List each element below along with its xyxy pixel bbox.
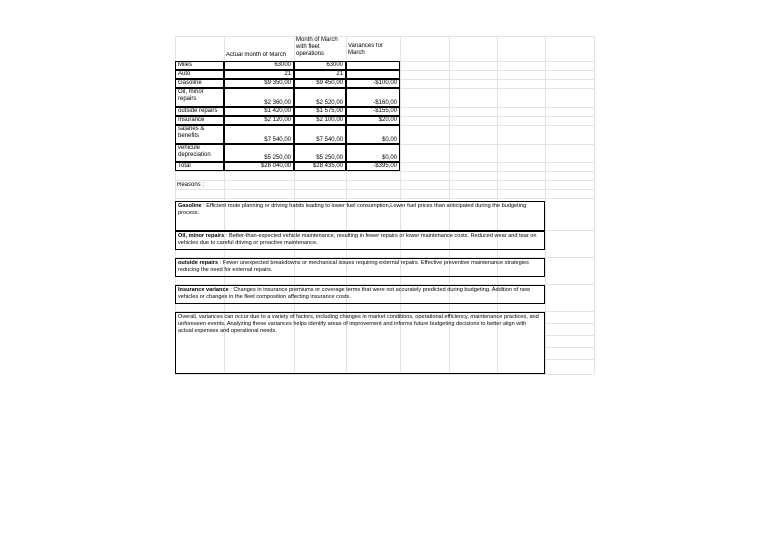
cell-label: Gasoline — [175, 79, 224, 88]
cell-variance: -$160,00 — [346, 88, 400, 107]
note-text: : Efficient route planning or driving habits leading to lower fuel consumption,Lower fuel prices than anticipated during the budgeting process. — [178, 203, 527, 216]
cell-label: Insurance — [175, 116, 224, 125]
note-oil-minor-repairs — [175, 231, 545, 250]
cell-actual: $2 360,00 — [224, 88, 294, 107]
cell-variance: -$100,00 — [346, 79, 400, 88]
cell-actual: $1 420,00 — [224, 107, 294, 116]
header-actual: Actual month of March — [226, 52, 287, 58]
cell-label: outside repairs — [175, 107, 224, 116]
cell-fleet: $2 100,00 — [294, 116, 346, 125]
cell-actual: $5 250,00 — [224, 144, 294, 162]
cell-fleet: $7 540,00 — [294, 125, 346, 144]
cell-fleet: $5 250,00 — [294, 144, 346, 162]
note-insurance-variance — [175, 285, 545, 304]
cell-fleet: 21 — [294, 70, 346, 79]
note-text: : Changes in insurance premiums or coverage terms that were not accurately predicted during budgeting. Addition of new vehicles or changes in the fleet composition affecting insurance costs. — [178, 287, 530, 300]
cell-variance: $0,00 — [346, 144, 400, 162]
note-title: Insurance variance — [178, 287, 229, 293]
note-outside-repairs — [175, 258, 545, 277]
cell-actual: $7 540,00 — [224, 125, 294, 144]
cell-variance: -$395,00 — [346, 162, 400, 171]
header-variance: Variances for March — [348, 43, 383, 56]
cell-label: Total — [175, 162, 224, 171]
note-text: Overall, variances can occur due to a variety of factors, including changes in market conditions, operational efficiency, maintenance practices, and unforeseen events. Analyzing these variances helps identify areas of improvement and informs future budgeting decisions to better align with actual expenses and operational needs. — [178, 314, 539, 334]
note-overall — [175, 312, 545, 374]
note-text: : Better-than-expected vehicle maintenance, resulting in fewer repairs or lower maintenance costs. Reduced wear and tear on vehicles due to careful driving or proactive maintenance. — [178, 233, 537, 246]
cell-label: vehicule depreciation — [175, 144, 224, 162]
cell-fleet: $2 520,00 — [294, 88, 346, 107]
cell-fleet: $28 435,00 — [294, 162, 346, 171]
note-gasoline — [175, 201, 545, 231]
cell-actual: 63000 — [224, 61, 294, 70]
cell-variance — [346, 70, 400, 79]
cell-actual: $2 120,00 — [224, 116, 294, 125]
cell-label: Auto — [175, 70, 224, 79]
note-title: outside repairs — [178, 260, 219, 266]
cell-variance: $20,00 — [346, 116, 400, 125]
note-title: Gasoline — [178, 203, 202, 209]
cell-fleet: $9 450,00 — [294, 79, 346, 88]
cell-fleet: 63000 — [294, 61, 346, 70]
cell-label: Oil, minor repairs — [175, 88, 224, 107]
note-title: Oil, minor repairs — [178, 233, 225, 239]
reasons-label: Reasons : — [177, 182, 205, 188]
header-fleet: Month of March with fleet operations — [296, 37, 338, 57]
cell-actual: $28 040,00 — [224, 162, 294, 171]
cell-actual: $9 350,00 — [224, 79, 294, 88]
cell-variance: -$155,00 — [346, 107, 400, 116]
cell-fleet: $1 575,00 — [294, 107, 346, 116]
cell-label: Miles — [175, 61, 224, 70]
cell-label: salaries & benefits — [175, 125, 224, 144]
cell-variance — [346, 61, 400, 70]
note-text: : Fewer unexpected breakdowns or mechanical issues requiring external repairs. Effective preventive maintenance strategies reducing the need for external repairs. — [178, 260, 529, 273]
cell-actual: 21 — [224, 70, 294, 79]
cell-variance: $0,00 — [346, 125, 400, 144]
